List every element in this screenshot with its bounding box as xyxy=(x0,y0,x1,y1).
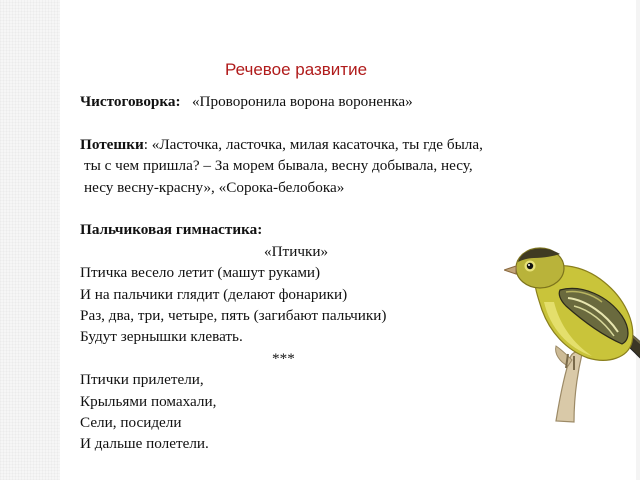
poem-line: Раз, два, три, четыре, пять (загибают пальчики) xyxy=(80,307,387,325)
gymnastics-label: Пальчиковая гимнастика: xyxy=(80,221,263,239)
poem-line: Птички прилетели, xyxy=(80,371,204,389)
poteshki-line-3: несу весну-красну», «Сорока-белобока» xyxy=(84,178,345,196)
spacer xyxy=(80,112,620,133)
poem-line: Будут зернышки клевать. xyxy=(80,328,243,346)
poem-separator: *** xyxy=(272,349,295,367)
poem-line: И на пальчики глядит (делают фонарики) xyxy=(80,285,348,303)
poem-line: Сели, посидели xyxy=(80,414,182,432)
poem-line: Птичка весело летит (машут руками) xyxy=(80,264,321,282)
spacer xyxy=(80,198,620,219)
left-texture-strip xyxy=(0,0,60,480)
poteshki-text-1: : «Ласточка, ласточка, милая касаточка, ты где была, xyxy=(143,135,483,153)
slide xyxy=(72,0,640,480)
poteshki-line-2: ты с чем пришла? – За морем бывала, весну добывала, несу, xyxy=(84,157,473,175)
poem-title: «Птички» xyxy=(264,242,329,260)
poem-line: И дальше полетели. xyxy=(80,435,209,453)
poteshki-line-1 xyxy=(80,134,620,155)
bird-icon xyxy=(504,236,640,426)
poem-line: Крыльями помахали, xyxy=(80,392,217,410)
chistogovorka-line xyxy=(80,91,620,112)
chistogovorka-label: Чистоговорка: xyxy=(80,93,181,110)
poteshki-label: Потешки xyxy=(80,135,144,153)
slide-title: Речевое развитие xyxy=(225,60,368,79)
chistogovorka-text: «Проворонила ворона вороненка» xyxy=(191,93,413,110)
